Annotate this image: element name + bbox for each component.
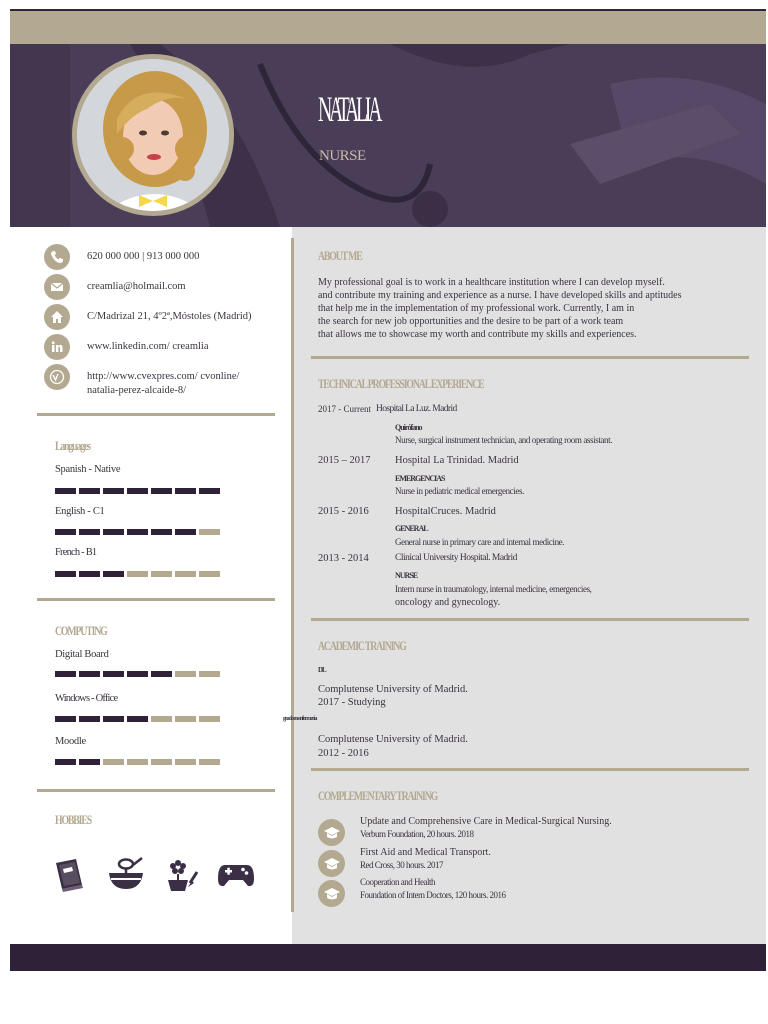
- level-segment: [55, 488, 76, 494]
- level-segment: [55, 716, 76, 722]
- graduation-cap-icon: [318, 850, 345, 877]
- degree-institution: Complutense University of Madrid.: [318, 734, 468, 745]
- course-details: Red Cross, 30 hours. 2017: [360, 860, 444, 870]
- level-segment: [55, 671, 76, 677]
- home-icon: [44, 304, 70, 330]
- level-segment: [79, 571, 100, 577]
- cooking-icon: [107, 855, 145, 893]
- web-text[interactable]: [87, 364, 239, 398]
- contact-phone: [44, 244, 284, 274]
- exp-years: 2015 - 2016: [318, 506, 369, 517]
- level-segment: [199, 716, 220, 722]
- level-segment: [127, 571, 148, 577]
- level-segment: [151, 488, 172, 494]
- web-line-2: natalia-perez-alcaide-8/: [87, 385, 187, 396]
- right-divider-2: [311, 618, 749, 621]
- left-divider-2: [37, 598, 275, 601]
- left-divider-1: [37, 413, 275, 416]
- gardening-icon: [162, 855, 200, 893]
- linkedin-text[interactable]: www.linkedin.com/ creamlia: [87, 341, 209, 352]
- linkedin-icon: [44, 334, 70, 360]
- level-segment: [127, 488, 148, 494]
- level-segment: [175, 571, 196, 577]
- level-segment: [79, 488, 100, 494]
- language-bar-spanish: [55, 488, 220, 494]
- exp-years: 2013 - 2014: [318, 553, 369, 564]
- right-divider-1: [311, 356, 749, 359]
- degree-code: grado en enfermería: [283, 716, 317, 722]
- hobbies-title: HOBBIES: [55, 812, 92, 827]
- profile-photo: [77, 59, 229, 211]
- exp-desc: [395, 583, 655, 609]
- computing-label-digital-board: Digital Board: [55, 649, 109, 660]
- profile-line: and contribute my training and experience as a nurse. I have developed skills and aptitudes: [318, 290, 682, 301]
- level-segment: [199, 759, 220, 765]
- exp-desc-line: Intern nurse in traumatology, internal medicine, emergencies,: [395, 584, 592, 594]
- profile-title: ABOUT ME: [318, 248, 362, 263]
- exp-years: 2015 – 2017: [318, 455, 371, 466]
- contact-address: [44, 304, 284, 334]
- level-segment: [79, 759, 100, 765]
- level-segment: [55, 759, 76, 765]
- computing-label-windows-office: Windows - Office: [55, 693, 118, 704]
- profile-line: that help me in the implementation of my professional work. Currently, I am in: [318, 303, 635, 314]
- language-label-english: English - C1: [55, 506, 105, 517]
- computing-bar-windows-office: [55, 716, 220, 722]
- level-segment: [103, 488, 124, 494]
- exp-role: NURSE: [395, 571, 418, 580]
- computing-label-moodle: Moodle: [55, 736, 86, 747]
- level-segment: [103, 759, 124, 765]
- level-segment: [103, 571, 124, 577]
- level-segment: [199, 671, 220, 677]
- level-segment: [55, 529, 76, 535]
- profile-paragraph: [318, 276, 698, 341]
- level-segment: [127, 716, 148, 722]
- exp-place: Clinical University Hospital. Madrid: [395, 553, 517, 563]
- language-bar-french: [55, 571, 220, 577]
- book-icon: [52, 855, 90, 893]
- level-segment: [127, 759, 148, 765]
- course-title: Update and Comprehensive Care in Medical-Surgical Nursing.: [360, 816, 612, 827]
- phone-icon: [44, 244, 70, 270]
- exp-years: 2017 - Current: [318, 404, 371, 414]
- level-segment: [175, 759, 196, 765]
- right-divider-3: [311, 768, 749, 771]
- exp-desc-line: oncology and gynecology.: [395, 597, 501, 608]
- exp-place: Hospital La Trinidad. Madrid: [395, 455, 519, 466]
- level-segment: [199, 529, 220, 535]
- exp-desc: General nurse in primary care and internal medicine.: [395, 537, 565, 547]
- language-bar-english: [55, 529, 220, 535]
- exp-place: Hospital La Luz. Madrid: [376, 404, 457, 414]
- exp-role: Quirófano: [395, 423, 422, 432]
- left-divider-3: [37, 789, 275, 792]
- candidate-role: NURSE: [319, 148, 366, 164]
- degree-years: 2012 - 2016: [318, 748, 369, 759]
- computing-title: COMPUTING: [55, 623, 107, 638]
- course-details: Verbum Foundation, 20 hours. 2018: [360, 829, 474, 839]
- level-segment: [175, 529, 196, 535]
- web-line-1: http://www.cvexpres.com/ cvonline/: [87, 371, 240, 382]
- level-segment: [103, 716, 124, 722]
- mail-icon: [44, 274, 70, 300]
- exp-desc: Nurse in pediatric medical emergencies.: [395, 486, 524, 496]
- level-segment: [175, 671, 196, 677]
- graduation-cap-icon: [318, 819, 345, 846]
- contact-list: [44, 244, 284, 404]
- level-segment: [175, 716, 196, 722]
- level-segment: [55, 571, 76, 577]
- degree-institution: Complutense University of Madrid.: [318, 684, 468, 695]
- column-divider: [291, 238, 294, 912]
- contact-email: [44, 274, 284, 304]
- profile-line: the search for new job opportunities and the desire to be part of a work team: [318, 316, 624, 327]
- exp-place: HospitalCruces. Madrid: [395, 506, 496, 517]
- course-details: Foundation of Intern Doctors, 120 hours. 2016: [360, 890, 506, 900]
- contact-web: [44, 364, 284, 404]
- education-title: ACADEMIC TRAINING: [318, 638, 406, 653]
- top-band: [10, 11, 766, 44]
- level-segment: [127, 529, 148, 535]
- level-segment: [103, 671, 124, 677]
- course-title: First Aid and Medical Transport.: [360, 847, 491, 858]
- header-banner: [10, 44, 766, 227]
- course-title: Cooperation and Health: [360, 877, 435, 887]
- level-segment: [151, 671, 172, 677]
- level-segment: [199, 571, 220, 577]
- hobbies-icons: [52, 855, 255, 893]
- language-label-french: French - B1: [55, 547, 97, 558]
- footer-band: [10, 944, 766, 971]
- address-text: C/Madrizal 21, 4º2ª,Móstoles (Madrid): [87, 311, 252, 322]
- courses-title: COMPLEMENTARY TRAINING: [318, 788, 438, 803]
- level-segment: [103, 529, 124, 535]
- profile-line: that allows me to showcase my worth and contribute my skills and experiences.: [318, 329, 637, 340]
- level-segment: [79, 716, 100, 722]
- level-segment: [151, 716, 172, 722]
- languages-title: Languages: [55, 438, 90, 453]
- cvexpres-icon: [44, 364, 70, 390]
- degree-years: 2017 - Studying: [318, 697, 386, 708]
- email-text[interactable]: creamlia@holmail.com: [87, 281, 186, 292]
- level-segment: [79, 671, 100, 677]
- experience-title: TECHNICAL PROFESSIONAL EXPERIENCE: [318, 376, 484, 391]
- candidate-name: NATALIA: [318, 89, 380, 129]
- level-segment: [175, 488, 196, 494]
- level-segment: [151, 529, 172, 535]
- level-segment: [127, 671, 148, 677]
- computing-bar-digital-board: [55, 671, 220, 677]
- graduation-cap-icon: [318, 880, 345, 907]
- phone-text: 620 000 000 | 913 000 000: [87, 251, 200, 262]
- language-label-spanish: Spanish - Native: [55, 464, 121, 475]
- exp-role: GENERAL: [395, 524, 428, 533]
- profile-line: My professional goal is to work in a healthcare institution where I can develop myself.: [318, 277, 665, 288]
- exp-desc: Nurse, surgical instrument technician, and operating room assistant.: [395, 435, 613, 445]
- degree-code: DL: [318, 666, 326, 674]
- profile-photo-frame: [72, 54, 234, 216]
- contact-linkedin: [44, 334, 284, 364]
- level-segment: [199, 488, 220, 494]
- level-segment: [151, 571, 172, 577]
- gamepad-icon: [217, 855, 255, 893]
- level-segment: [79, 529, 100, 535]
- exp-role: EMERGENCIAS: [395, 474, 445, 483]
- computing-bar-moodle: [55, 759, 220, 765]
- level-segment: [151, 759, 172, 765]
